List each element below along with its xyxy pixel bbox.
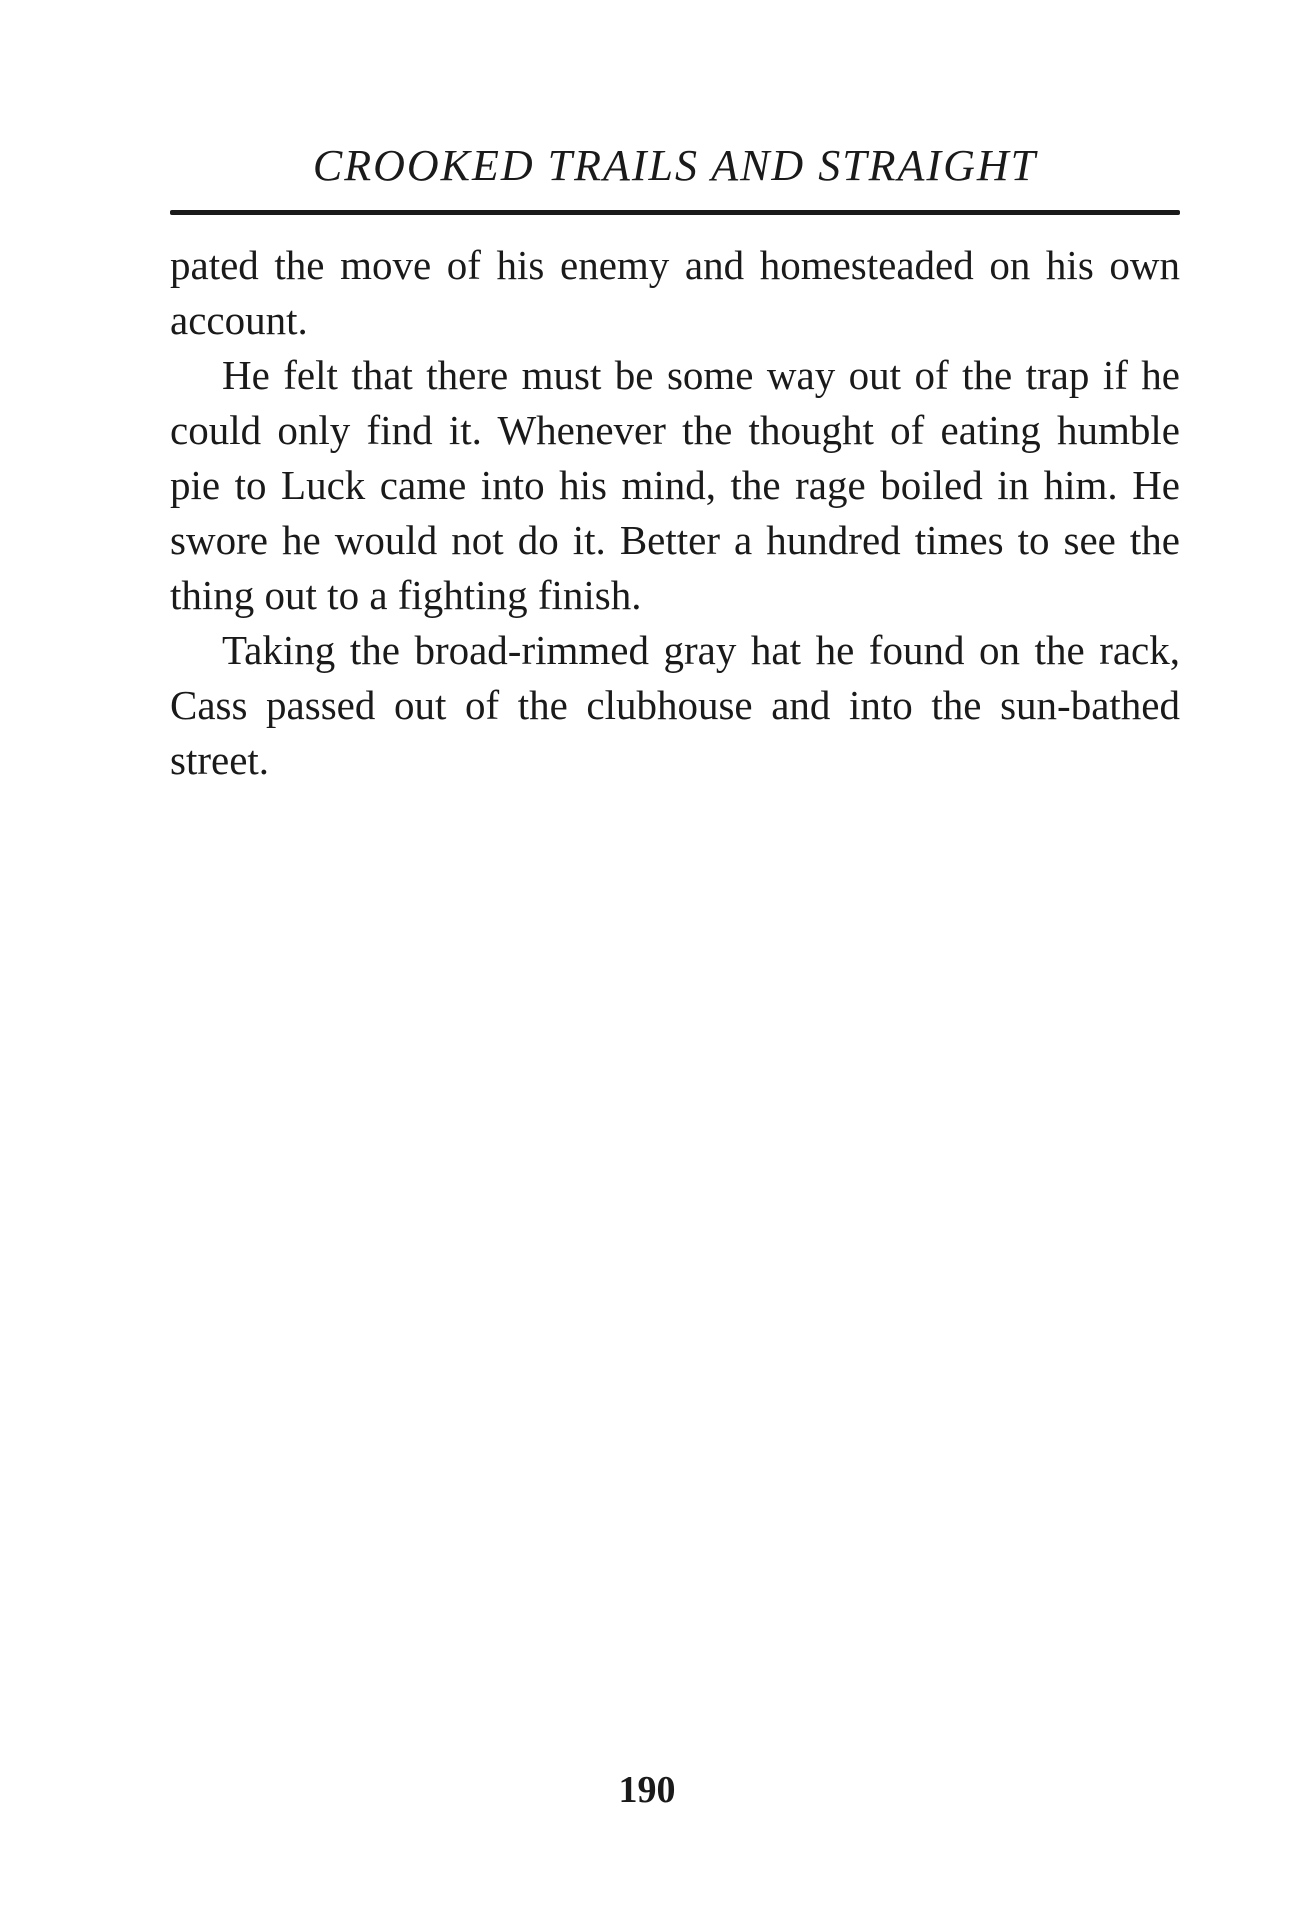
paragraph: He felt that there must be some way out of the trap if he could only find it. Whenever the thought of eating humble pie to Luck came into his mind, the rage boiled in him. He swore he would not do it. Better a hundred times to see the thing out to a fighting finish.: [170, 352, 1180, 618]
page-number: 190: [618, 1769, 676, 1811]
paragraph-continued: pated the move of his enemy and homesteaded on his own account.: [170, 242, 1180, 343]
body-text: [170, 238, 1180, 788]
running-head: CROOKED TRAILS AND STRAIGHT: [312, 141, 1038, 190]
header-rule: [170, 210, 1180, 215]
paragraph: Taking the broad-rimmed gray hat he found on the rack, Cass passed out of the clubhouse and into the sun-bathed street.: [170, 627, 1180, 783]
